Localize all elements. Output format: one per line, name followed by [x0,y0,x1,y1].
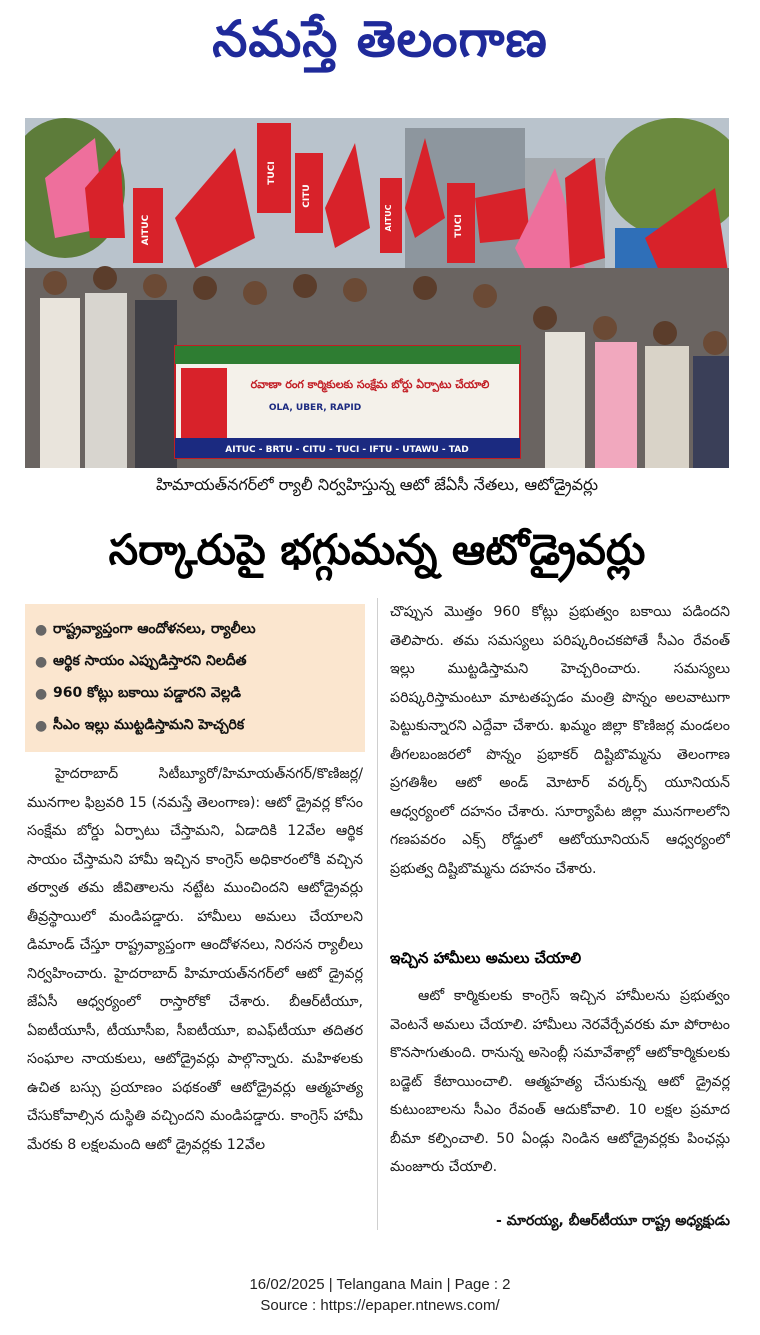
person-head [653,321,677,345]
person-head [143,274,167,298]
highlight-item [35,614,357,646]
bullet-icon: ● [35,718,48,734]
highlight-item [35,678,357,710]
bullet-icon: ● [35,654,48,670]
article-paragraph: హైదరాబాద్ సిటీబ్యూరో/హిమాయత్‌నగర్/కొణిజర్ల/మునగాల ఫిబ్రవరి 15 (నమస్తే తెలంగాణ): ఆటో డ్రైవర్ల కోసం సంక్షేమ బోర్డు ఏర్పాటు చేస్తామని, ఏడాదికి 12వేల ఆర్థిక సాయం చేస్తామని హామీ ఇచ్చిన కాంగ్రెస్ అధికారంలోకి వచ్చిన తర్వాత తమ జీవితాలను నట్టేట ముంచిందని ఆటోడ్రైవర్లు తీవ్రస్థాయిలో మండిపడ్డారు. హామీలు అమలు చేయాలని డిమాండ్ చేస్తూ రాష్ట్రవ్యాప్తంగా ఆందోళనలు, నిరసన ర్యాలీలు నిర్వహించారు. హైదరాబాద్ హిమాయత్‌నగర్‌లో ఆటో డ్రైవర్ల జేఏసీ ఆధ్వర్యంలో రాస్తారోకో చేశారు. బీఆర్‌టీయూ, ఏఐటీయూసీ, టీయూసీఐ, సీఐటీయూ, ఐఎఫ్‌టీయూ తదితర సంఘాల నాయకులు, ఆటోడ్రైవర్లు పాల్గొన్నారు. మహిళలకు ఉచిత బస్సు ప్రయాణం పథకంతో ఆటోడ్రైవర్లు ఆత్మహత్య చేసుకోవాల్సిన దుస్థితి వచ్చిందని మండిపడ్డారు. కాంగ్రెస్ హామీ మేరకు 8 లక్షలమంది ఆటో డ్రైవర్లకు 12వేల [27,766,363,1153]
highlight-text: సీఎం ఇల్లు ముట్టడిస్తామని హెచ్చరిక [53,716,245,733]
person-body [85,293,127,468]
footer-date-page: 16/02/2025 | Telangana Main | Page : 2 [249,1276,511,1293]
footer-source: Source : https://epaper.ntnews.com/ [260,1297,500,1314]
banner-fist-emblem [181,368,227,438]
highlight-text: 960 కోట్లు బకాయి పడ్డారని వెల్లడి [53,684,241,701]
banner-sub-text: OLA, UBER, RAPID [268,403,362,413]
person-head [243,281,267,305]
person-head [533,306,557,330]
flag-label-3: CITU [302,184,312,208]
person-body [40,298,80,468]
bullet-icon: ● [35,622,48,638]
masthead-title: నమస్తే తెలంగాణ [212,10,548,68]
article-right-column [390,598,730,924]
headline: సర్కారుపై భగ్గుమన్న ఆటోడ్రైవర్లు [108,525,646,574]
person-head [703,331,727,355]
bullet-icon: ● [35,686,48,702]
highlight-text: ఆర్థిక సాయం ఎప్పుడిస్తారని నిలదీత [53,652,247,669]
quote-attribution: - మారయ్య, బీఆర్‌టీయూ రాష్ట్ర అధ్యక్షుడు [495,1213,730,1229]
flag-label-5: TUCI [454,214,464,238]
person-body [645,346,689,468]
flag-label-1: AITUC [141,214,151,246]
person-body [595,342,637,468]
person-body [135,300,177,468]
person-head [93,266,117,290]
rally-illustration [25,118,729,468]
column-divider [377,598,378,1230]
article-paragraph: ఆటో కార్మికులకు కాంగ్రెస్ ఇచ్చిన హామీలను ప్రభుత్వం వెంటనే అమలు చేయాలి. హామీలు నెరవేర్చేవరకు మా పోరాటం కొనసాగుతుంది. రానున్న అసెంబ్లీ సమావేశాల్లో ఆటోకార్మికులకు బడ్జెట్ కేటాయించాలి. ఆత్మహత్య చేసుకున్న ఆటో డ్రైవర్ల కుటుంబాలను సీఎం రేవంత్ ఆదుకోవాలి. 10 లక్షల ప్రమాద బీమా కల్పించాలి. 50 ఏండ్లు నిండిన ఆటోడ్రైవర్లకు పింఛన్లు మంజూరు చేయాలి. [390,988,730,1175]
article-subhead: ఇచ్చిన హామీలు అమలు చేయాలి [390,949,582,967]
banner-bottom-text: AITUC - BRTU - CITU - TUCI - IFTU - UTAWU - TAD [225,445,469,455]
article-paragraph: చొప్పున మొత్తం 960 కోట్లు ప్రభుత్వం బకాయి పడిందని తెలిపారు. తమ సమస్యలు పరిష్కరించకపోతే సీఎం రేవంత్ ఇల్లు ముట్టడిస్తామని హెచ్చరించారు. సమస్యలు పరిష్కరిస్తామంటూ మాటతప్పడం మంత్రి పొన్నం అలవాటుగా పెట్టుకున్నారని ఎద్దేవా చేశారు. ఖమ్మం జిల్లా కొణిజర్ల మండలం తీగలబంజరలో పొన్నం ప్రభాకర్ దిష్టిబొమ్మను తెలంగాణ ప్రగతిశీల ఆటో అండ్ మోటార్ వర్కర్స్ యూనియన్ ఆధ్వర్యంలో దహనం చేశారు. సూర్యాపేట జిల్లా మునగాలలోని గణపవరం ఎక్స్ రోడ్డులో ఆటోయూనియన్ ఆధ్వర్యంలో ప్రభుత్వ దిష్టిబొమ్మను దహనం చేశారు. [390,604,730,877]
person-head [343,278,367,302]
banner-main-text: రవాణా రంగ కార్మికులకు సంక్షేమ బోర్డు ఏర్పాటు చేయాలి [250,378,490,391]
person-body [693,356,729,468]
rally-photo [25,118,729,468]
photo-caption: హిమాయత్‌నగర్‌లో ర్యాలీ నిర్వహిస్తున్న ఆటో జేఏసీ నేతలు, ఆటోడ్రైవర్లు [155,475,599,494]
article-left-column [27,760,363,1230]
highlight-item [35,646,357,678]
person-head [293,274,317,298]
highlight-item [35,710,357,742]
person-body [545,332,585,468]
flag-label-4: AITUC [384,204,393,232]
highlight-text: రాష్ట్రవ్యాప్తంగా ఆందోళనలు, ర్యాలీలు [53,620,256,637]
highlights-box [25,604,365,752]
person-head [413,276,437,300]
flag-label-2: TUCI [267,161,277,185]
banner-top-strip [175,346,520,364]
article-right-column-2 [390,982,730,1206]
person-head [473,284,497,308]
person-head [43,271,67,295]
person-head [193,276,217,300]
person-head [593,316,617,340]
